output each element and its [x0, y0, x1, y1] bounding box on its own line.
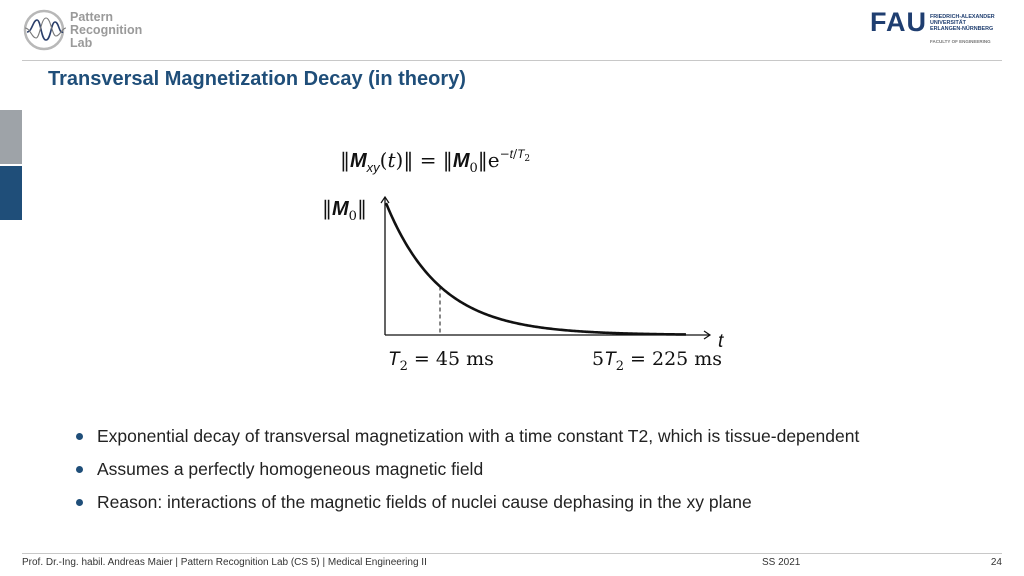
bullet-dot	[76, 466, 83, 473]
side-marker-blue	[0, 166, 22, 220]
bullet-item	[76, 490, 859, 523]
fau-logo	[870, 9, 1005, 49]
lab-logo-text	[70, 11, 142, 50]
bullet-text: Reason: interactions of the magnetic fields of nuclei cause dephasing in the xy plane	[97, 492, 752, 512]
fau-name-line: FRIEDRICH-ALEXANDER	[930, 14, 995, 20]
fau-acronym: FAU	[870, 7, 927, 37]
decay-formula: $‖M_{xy}(t)‖$ = $‖M_0‖e^-t/T2$	[340, 147, 531, 176]
fau-faculty: FACULTY OF ENGINEERING	[930, 39, 991, 44]
footer-divider	[22, 553, 1002, 554]
page-number: 24	[990, 557, 1002, 568]
bullet-text: Assumes a perfectly homogeneous magnetic field	[97, 459, 484, 479]
bullet-item	[76, 457, 859, 490]
bullet-dot	[76, 499, 83, 506]
fau-name-line: UNIVERSITÄT	[930, 20, 966, 26]
bullet-text: Exponential decay of transversal magnetization with a time constant T2, which is tissue-dependent	[97, 426, 860, 446]
decay-chart	[300, 135, 760, 380]
lab-logo-line: Lab	[70, 36, 93, 50]
fau-name-line: ERLANGEN-NÜRNBERG	[930, 26, 994, 32]
bullet-item	[76, 424, 859, 457]
5t2-marker-label: $5T_2 = 225$ ms	[592, 348, 723, 374]
slide-title: Transversal Magnetization Decay (in theory)	[48, 68, 466, 90]
bullet-list	[76, 424, 859, 523]
header-divider	[22, 60, 1002, 61]
side-marker-gray	[0, 110, 22, 164]
decay-curve	[386, 203, 686, 334]
bullet-dot	[76, 433, 83, 440]
fau-university-name	[930, 14, 995, 32]
x-axis-label: t	[718, 331, 724, 352]
footer-term: SS 2021	[762, 557, 801, 568]
t2-marker-label: $T_2 = 45$ ms	[388, 348, 494, 374]
lab-logo-line: Recognition	[70, 23, 143, 37]
lab-logo-icon	[22, 8, 70, 52]
lab-logo-line: Pattern	[70, 10, 114, 24]
y-axis-label: $‖M_0‖$	[322, 196, 367, 224]
footer-author: Prof. Dr.-Ing. habil. Andreas Maier | Pattern Recognition Lab (CS 5) | Medical Engineering II	[22, 557, 427, 568]
